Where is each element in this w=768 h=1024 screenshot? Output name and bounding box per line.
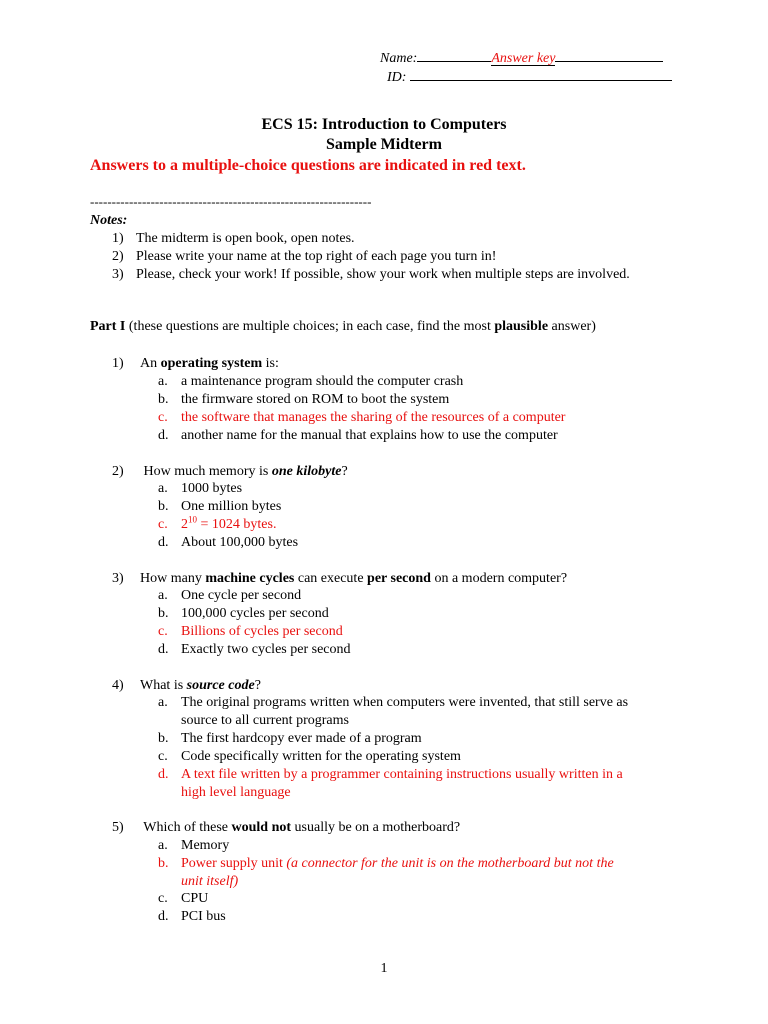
notes-heading: Notes:: [90, 213, 128, 228]
option-1b: b. the firmware stored on ROM to boot the system: [158, 392, 450, 407]
option-5b-note: (a connector for the unit is on the motherboard but not the: [286, 856, 614, 871]
option-4a-continued: source to all current programs: [181, 713, 349, 728]
part-one-intro: Part I (these questions are multiple choices; in each case, find the most plausible answer): [90, 319, 596, 334]
name-value: Answer key: [491, 51, 556, 66]
option-4d-correct: d. A text file written by a programmer containing instructions usually written in a: [158, 767, 623, 782]
part-label: Part I: [90, 319, 126, 334]
option-2a: a. 1000 bytes: [158, 481, 243, 496]
name-blank-underline: [555, 47, 663, 62]
option-5c: c. CPU: [158, 891, 209, 906]
option-5a: a. Memory: [158, 838, 230, 853]
name-label: Name:: [380, 51, 418, 66]
dashed-divider: -----------------------------------------------------------------: [90, 194, 372, 209]
note-item: 1) The midterm is open book, open notes.: [112, 231, 355, 246]
option-2c-correct: c. $2^{10} = 1024$ bytes.: [158, 514, 277, 532]
id-blank-underline: [410, 66, 672, 81]
question-1: 1) An operating system is:: [112, 356, 279, 371]
option-4a: a. The original programs written when computers were invented, that still serve as: [158, 695, 629, 710]
option-4b: b. The first hardcopy ever made of a program: [158, 731, 422, 746]
question-2: 2) How much memory is one kilobyte?: [112, 464, 348, 479]
option-3d: d. Exactly two cycles per second: [158, 642, 351, 657]
option-3c-correct: c. Billions of cycles per second: [158, 624, 343, 639]
name-blank-underline: [417, 47, 491, 62]
name-line: [380, 47, 663, 67]
option-3a: a. One cycle per second: [158, 588, 302, 603]
option-2b: b. One million bytes: [158, 499, 282, 514]
option-5d: d. PCI bus: [158, 909, 226, 924]
note-item: 3) Please, check your work! If possible, show your work when multiple steps are involved.: [112, 267, 630, 282]
option-4d-continued: high level language: [181, 785, 291, 800]
document-title: ECS 15: Introduction to Computers: [261, 116, 507, 133]
id-line: [387, 66, 672, 86]
question-3: 3) How many machine cycles can execute per second on a modern computer?: [112, 571, 568, 586]
option-1c-correct: c. the software that manages the sharing of the resources of a computer: [158, 410, 566, 425]
option-1a: a. a maintenance program should the computer crash: [158, 374, 464, 389]
note-item: 2) Please write your name at the top right of each page you turn in!: [112, 249, 497, 264]
option-5b-correct: b. Power supply unit (a connector for the unit is on the motherboard but not the: [158, 856, 614, 871]
option-1d: d. another name for the manual that explains how to use the computer: [158, 428, 558, 443]
answer-note: Answers to a multiple-choice questions are indicated in red text.: [90, 157, 526, 174]
id-label: ID:: [387, 70, 407, 85]
option-3b: b. 100,000 cycles per second: [158, 606, 329, 621]
document-subtitle: Sample Midterm: [326, 136, 442, 153]
option-4c: c. Code specifically written for the operating system: [158, 749, 461, 764]
page-number: 1: [380, 961, 388, 976]
question-4: 4) What is source code?: [112, 678, 261, 693]
question-5: 5) Which of these would not usually be on a motherboard?: [112, 820, 461, 835]
option-2d: d. About 100,000 bytes: [158, 535, 299, 550]
option-5b-continued: unit itself): [181, 874, 239, 889]
